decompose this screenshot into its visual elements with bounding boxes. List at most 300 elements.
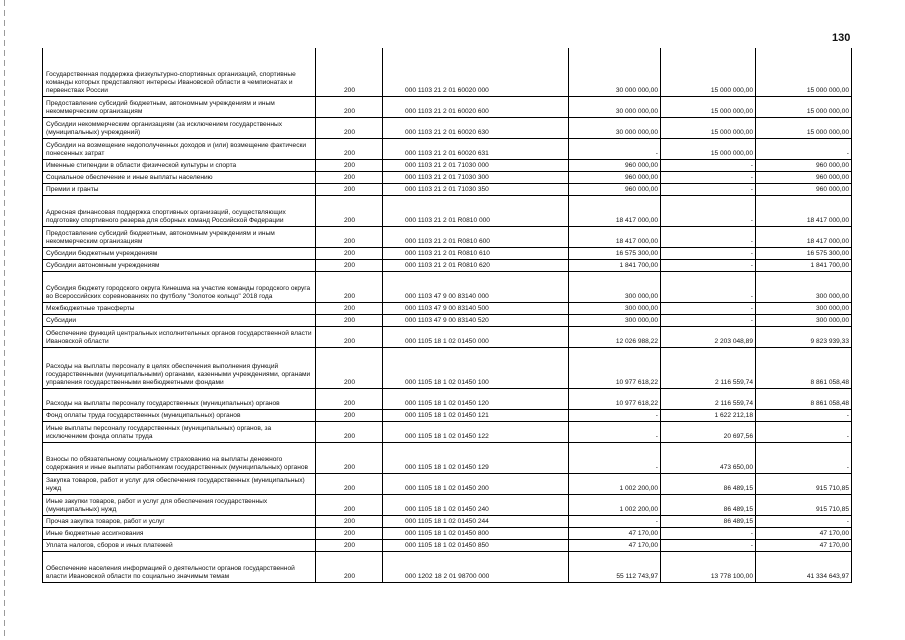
- row-unexecuted-amount: [756, 184, 852, 195]
- table-row: [42, 160, 852, 172]
- table-row: [42, 118, 852, 139]
- row-unexecuted-amount: [756, 422, 852, 442]
- row-line-code: [316, 97, 383, 117]
- row-line-code: [316, 227, 383, 247]
- row-description-text: Именные стипендии в области физической культуры и спорта: [46, 162, 237, 169]
- row-executed-amount: [661, 516, 756, 527]
- table-row: [42, 97, 852, 118]
- row-executed-amount: [661, 118, 756, 138]
- row-description-text: Субсидии: [46, 317, 77, 324]
- page-margin-line: [4, 0, 5, 640]
- row-unexecuted-amount-text: 915 710,85: [815, 506, 849, 513]
- row-description: [42, 443, 316, 473]
- row-line-code-text: 200: [343, 129, 355, 136]
- row-unexecuted-amount: [756, 139, 852, 159]
- row-budget-classification-code: [383, 48, 569, 96]
- row-line-code: [316, 540, 383, 551]
- row-description: [42, 160, 316, 171]
- row-unexecuted-amount-text: -: [846, 433, 849, 440]
- row-line-code: [316, 160, 383, 171]
- table-row: [42, 196, 852, 227]
- row-executed-amount-text: 1 622 212,18: [714, 412, 753, 419]
- row-description-text: Прочая закупка товаров, работ и услуг: [46, 518, 165, 525]
- row-line-code-text: 200: [343, 338, 355, 345]
- row-approved-amount-text: 300 000,00: [624, 293, 658, 300]
- row-line-code: [316, 118, 383, 138]
- row-description-text: Субсидии некоммерческим организациям (за исключением государственных (муниципальных) учреждений): [46, 121, 283, 136]
- row-line-code: [316, 248, 383, 259]
- row-budget-classification-code-text: 000 1103 47 9 00 83140 000: [405, 293, 489, 300]
- row-unexecuted-amount: [756, 495, 852, 515]
- row-line-code: [316, 315, 383, 326]
- row-executed-amount-text: 15 000 000,00: [710, 87, 753, 94]
- row-description-text: Премии и гранты: [46, 186, 99, 193]
- row-line-code-text: 200: [343, 573, 355, 580]
- row-budget-classification-code-text: 000 1105 18 1 02 01450 244: [405, 518, 489, 525]
- row-line-code: [316, 260, 383, 271]
- row-approved-amount-text: 300 000,00: [624, 305, 658, 312]
- row-executed-amount: [661, 389, 756, 409]
- row-executed-amount-text: 2 116 559,74: [714, 379, 753, 386]
- row-budget-classification-code: [383, 172, 569, 183]
- row-budget-classification-code: [383, 348, 569, 388]
- row-line-code: [316, 516, 383, 527]
- row-executed-amount: [661, 139, 756, 159]
- row-description-text: Уплата налогов, сборов и иных платежей: [46, 542, 173, 549]
- row-unexecuted-amount-text: 18 417 000,00: [806, 217, 849, 224]
- row-executed-amount: [661, 160, 756, 171]
- row-unexecuted-amount-text: 8 861 058,48: [810, 400, 849, 407]
- row-description-text: Субсидии бюджетным учреждениям: [46, 250, 158, 257]
- table-row: [42, 248, 852, 260]
- row-description-text: Иные бюджетные ассигнования: [46, 530, 144, 537]
- row-budget-classification-code-text: 000 1105 18 1 02 01450 000: [405, 338, 489, 345]
- row-budget-classification-code: [383, 260, 569, 271]
- row-unexecuted-amount-text: 1 841 700,00: [810, 262, 849, 269]
- table-row: [42, 348, 852, 389]
- row-unexecuted-amount: [756, 97, 852, 117]
- row-executed-amount: [661, 552, 756, 582]
- row-unexecuted-amount-text: 15 000 000,00: [806, 108, 849, 115]
- row-unexecuted-amount: [756, 540, 852, 551]
- row-unexecuted-amount-text: 15 000 000,00: [806, 87, 849, 94]
- row-line-code: [316, 303, 383, 314]
- row-approved-amount: [569, 160, 661, 171]
- row-line-code: [316, 172, 383, 183]
- row-unexecuted-amount: [756, 528, 852, 539]
- row-line-code: [316, 552, 383, 582]
- row-approved-amount-text: -: [655, 433, 658, 440]
- row-description: [42, 303, 316, 314]
- row-budget-classification-code-text: 000 1105 18 1 02 01450 120: [405, 400, 489, 407]
- row-approved-amount: [569, 303, 661, 314]
- row-description-text: Расходы на выплаты персоналу в целях обеспечения выполнения функций государственными (муниципальными) органами, казенными учреждениями, органами управления государственными внебюджетными фондами: [46, 363, 311, 386]
- row-unexecuted-amount-text: 960 000,00: [815, 186, 849, 193]
- row-approved-amount: [569, 139, 661, 159]
- row-approved-amount-text: 10 977 618,22: [615, 400, 658, 407]
- row-executed-amount: [661, 540, 756, 551]
- row-executed-amount: [661, 422, 756, 442]
- row-approved-amount-text: 55 112 743,97: [616, 573, 658, 580]
- row-budget-classification-code: [383, 443, 569, 473]
- row-executed-amount-text: -: [750, 186, 753, 193]
- row-line-code-text: 200: [343, 87, 355, 94]
- row-description: [42, 48, 316, 96]
- row-executed-amount: [661, 315, 756, 326]
- row-description-text: Субсидии на возмещение недополученных доходов и (или) возмещение фактически понесенных затрат: [46, 142, 307, 157]
- row-approved-amount: [569, 196, 661, 226]
- row-approved-amount-text: 960 000,00: [624, 186, 658, 193]
- row-executed-amount: [661, 474, 756, 494]
- row-description: [42, 410, 316, 421]
- row-line-code-text: 200: [343, 262, 355, 269]
- row-approved-amount-text: 10 977 618,22: [615, 379, 658, 386]
- row-unexecuted-amount: [756, 227, 852, 247]
- row-description-text: Государственная поддержка физкультурно-спортивных организаций, спортивные команды которых представляют интересы Ивановской области в чемпионатах и первенствах России: [46, 71, 296, 94]
- table-row: [42, 389, 852, 410]
- row-budget-classification-code: [383, 160, 569, 171]
- row-approved-amount: [569, 272, 661, 302]
- row-approved-amount: [569, 552, 661, 582]
- row-line-code-text: 200: [343, 485, 355, 492]
- row-approved-amount: [569, 348, 661, 388]
- row-line-code-text: 200: [343, 108, 355, 115]
- row-executed-amount-text: 86 489,15: [723, 506, 753, 513]
- row-line-code-text: 200: [343, 186, 355, 193]
- row-unexecuted-amount: [756, 48, 852, 96]
- row-approved-amount: [569, 97, 661, 117]
- row-executed-amount: [661, 410, 756, 421]
- table-row: [42, 422, 852, 443]
- row-approved-amount: [569, 516, 661, 527]
- row-approved-amount: [569, 260, 661, 271]
- row-unexecuted-amount: [756, 303, 852, 314]
- table-row: [42, 260, 852, 272]
- row-line-code: [316, 528, 383, 539]
- row-unexecuted-amount-text: -: [846, 412, 849, 419]
- row-approved-amount: [569, 184, 661, 195]
- row-budget-classification-code-text: 000 1105 18 1 02 01450 121: [405, 412, 489, 419]
- row-unexecuted-amount-text: 8 861 058,48: [810, 379, 849, 386]
- row-unexecuted-amount: [756, 348, 852, 388]
- row-executed-amount-text: 13 778 100,00: [710, 573, 753, 580]
- row-approved-amount: [569, 248, 661, 259]
- row-description: [42, 389, 316, 409]
- row-line-code-text: 200: [343, 506, 355, 513]
- row-description: [42, 495, 316, 515]
- row-budget-classification-code-text: 000 1103 21 2 01 71030 300: [405, 174, 489, 181]
- row-description: [42, 227, 316, 247]
- row-budget-classification-code-text: 000 1103 21 2 01 R0810 000: [405, 217, 490, 224]
- row-approved-amount: [569, 327, 661, 347]
- row-line-code-text: 200: [343, 305, 355, 312]
- row-budget-classification-code-text: 000 1105 18 1 02 01450 100: [405, 379, 489, 386]
- row-description: [42, 327, 316, 347]
- row-description-text: Обеспечение функций центральных исполнительных органов государственной власти Ивановской области: [46, 330, 312, 345]
- row-budget-classification-code: [383, 327, 569, 347]
- row-description: [42, 172, 316, 183]
- row-unexecuted-amount: [756, 315, 852, 326]
- row-unexecuted-amount-text: 47 170,00: [819, 530, 849, 537]
- table-row: [42, 48, 852, 97]
- row-executed-amount-text: -: [750, 217, 753, 224]
- row-budget-classification-code-text: 000 1103 47 9 00 83140 520: [405, 317, 489, 324]
- row-approved-amount-text: -: [655, 518, 658, 525]
- row-executed-amount: [661, 172, 756, 183]
- page-number: 130: [832, 32, 851, 44]
- row-approved-amount: [569, 315, 661, 326]
- row-unexecuted-amount-text: 16 575 300,00: [806, 250, 849, 257]
- table-row: [42, 184, 852, 196]
- row-approved-amount-text: 1 841 700,00: [619, 262, 658, 269]
- row-executed-amount: [661, 260, 756, 271]
- row-line-code-text: 200: [343, 250, 355, 257]
- row-budget-classification-code: [383, 227, 569, 247]
- row-budget-classification-code: [383, 422, 569, 442]
- table-row: [42, 410, 852, 422]
- row-unexecuted-amount: [756, 389, 852, 409]
- table-row: [42, 172, 852, 184]
- row-unexecuted-amount: [756, 196, 852, 226]
- row-unexecuted-amount-text: 960 000,00: [815, 174, 849, 181]
- row-description-text: Предоставление субсидий бюджетным, автономным учреждениям и иным некоммерческим организациям: [46, 100, 275, 115]
- table-row: [42, 495, 852, 516]
- row-executed-amount-text: 2 203 048,89: [714, 338, 753, 345]
- row-line-code: [316, 474, 383, 494]
- row-description-text: Иные выплаты персоналу государственных (муниципальных) органов, за исключением фонда оплаты труда: [46, 425, 272, 440]
- row-budget-classification-code-text: 000 1202 18 2 01 98700 000: [405, 573, 490, 580]
- table-row: [42, 315, 852, 327]
- row-budget-classification-code-text: 000 1103 21 2 01 R0810 620: [405, 262, 490, 269]
- row-budget-classification-code-text: 000 1103 21 2 01 71030 350: [405, 186, 489, 193]
- row-budget-classification-code: [383, 139, 569, 159]
- row-description-text: Обеспечение населения информацией о деятельности органов государственной власти Ивановской области по социально значимым темам: [46, 565, 295, 580]
- row-unexecuted-amount-text: -: [846, 464, 849, 471]
- row-executed-amount-text: 15 000 000,00: [710, 108, 753, 115]
- row-executed-amount: [661, 528, 756, 539]
- row-executed-amount-text: -: [750, 305, 753, 312]
- table-row: [42, 303, 852, 315]
- row-executed-amount-text: -: [750, 262, 753, 269]
- row-approved-amount: [569, 48, 661, 96]
- row-executed-amount: [661, 184, 756, 195]
- row-budget-classification-code: [383, 118, 569, 138]
- row-line-code-text: 200: [343, 433, 355, 440]
- row-unexecuted-amount-text: 47 170,00: [819, 542, 849, 549]
- row-line-code-text: 200: [343, 174, 355, 181]
- row-line-code: [316, 389, 383, 409]
- table-row: [42, 139, 852, 160]
- row-line-code: [316, 48, 383, 96]
- row-line-code-text: 200: [343, 412, 355, 419]
- row-budget-classification-code-text: 000 1105 18 1 02 01450 129: [405, 464, 489, 471]
- row-executed-amount-text: 86 489,15: [723, 485, 753, 492]
- table-row: [42, 540, 852, 552]
- row-executed-amount-text: 15 000 000,00: [710, 150, 753, 157]
- row-line-code-text: 200: [343, 162, 355, 169]
- row-line-code-text: 200: [343, 530, 355, 537]
- row-approved-amount-text: 300 000,00: [624, 317, 658, 324]
- row-line-code: [316, 410, 383, 421]
- budget-table: [42, 48, 852, 583]
- row-description: [42, 248, 316, 259]
- row-executed-amount: [661, 443, 756, 473]
- row-line-code: [316, 139, 383, 159]
- table-row: [42, 443, 852, 474]
- row-executed-amount-text: -: [750, 542, 753, 549]
- row-unexecuted-amount: [756, 172, 852, 183]
- row-approved-amount: [569, 443, 661, 473]
- row-approved-amount: [569, 540, 661, 551]
- row-budget-classification-code: [383, 410, 569, 421]
- row-description: [42, 196, 316, 226]
- row-budget-classification-code: [383, 315, 569, 326]
- row-line-code-text: 200: [343, 150, 355, 157]
- row-budget-classification-code: [383, 528, 569, 539]
- row-approved-amount-text: 30 000 000,00: [615, 108, 658, 115]
- row-approved-amount: [569, 410, 661, 421]
- row-budget-classification-code-text: 000 1103 47 9 00 83140 500: [405, 305, 489, 312]
- row-line-code-text: 200: [343, 542, 355, 549]
- row-executed-amount-text: 473 650,00: [719, 464, 753, 471]
- row-approved-amount-text: 47 170,00: [628, 530, 658, 537]
- row-budget-classification-code: [383, 540, 569, 551]
- row-executed-amount: [661, 327, 756, 347]
- row-budget-classification-code: [383, 552, 569, 582]
- row-executed-amount-text: -: [750, 162, 753, 169]
- row-line-code-text: 200: [343, 464, 355, 471]
- row-description-text: Закупка товаров, работ и услуг для обеспечения государственных (муниципальных) нужд: [46, 477, 305, 492]
- row-line-code-text: 200: [343, 317, 355, 324]
- row-unexecuted-amount: [756, 516, 852, 527]
- row-description: [42, 97, 316, 117]
- row-budget-classification-code: [383, 248, 569, 259]
- row-executed-amount-text: 15 000 000,00: [710, 129, 753, 136]
- row-executed-amount: [661, 248, 756, 259]
- row-description: [42, 516, 316, 527]
- row-budget-classification-code-text: 000 1103 21 2 01 R0810 600: [405, 238, 490, 245]
- row-line-code-text: 200: [343, 400, 355, 407]
- row-line-code-text: 200: [343, 238, 355, 245]
- row-unexecuted-amount: [756, 160, 852, 171]
- row-executed-amount-text: -: [750, 293, 753, 300]
- row-description: [42, 315, 316, 326]
- row-executed-amount-text: 20 697,56: [723, 433, 753, 440]
- table-row: [42, 272, 852, 303]
- row-description-text: Межбюджетные трансферты: [46, 305, 135, 312]
- row-budget-classification-code: [383, 389, 569, 409]
- table-row: [42, 474, 852, 495]
- row-description: [42, 348, 316, 388]
- row-executed-amount-text: 86 489,15: [723, 518, 753, 525]
- row-unexecuted-amount-text: -: [846, 518, 849, 525]
- row-unexecuted-amount-text: 915 710,85: [815, 485, 849, 492]
- row-unexecuted-amount-text: 300 000,00: [815, 293, 849, 300]
- row-unexecuted-amount: [756, 410, 852, 421]
- row-line-code: [316, 422, 383, 442]
- row-description-text: Взносы по обязательному социальному страхованию на выплаты денежного содержания и иные выплаты работникам государственных (муниципальных) органов: [46, 456, 309, 471]
- row-unexecuted-amount-text: 960 000,00: [815, 162, 849, 169]
- row-description: [42, 528, 316, 539]
- row-description-text: Субсидии автономным учреждениям: [46, 262, 160, 269]
- row-approved-amount: [569, 422, 661, 442]
- row-unexecuted-amount-text: 300 000,00: [815, 317, 849, 324]
- row-description-text: Иные закупки товаров, работ и услуг для обеспечения государственных (муниципальных) нужд: [46, 498, 268, 513]
- table-row: [42, 327, 852, 348]
- row-budget-classification-code-text: 000 1103 21 2 01 60020 600: [405, 108, 489, 115]
- row-description-text: Расходы на выплаты персоналу государственных (муниципальных) органов: [46, 400, 280, 407]
- row-approved-amount-text: 960 000,00: [624, 174, 658, 181]
- row-approved-amount: [569, 389, 661, 409]
- row-unexecuted-amount: [756, 552, 852, 582]
- row-budget-classification-code-text: 000 1105 18 1 02 01450 850: [405, 542, 489, 549]
- row-unexecuted-amount: [756, 118, 852, 138]
- row-unexecuted-amount: [756, 327, 852, 347]
- row-budget-classification-code-text: 000 1103 21 2 01 60020 000: [405, 87, 489, 94]
- row-approved-amount: [569, 227, 661, 247]
- row-executed-amount-text: 2 116 559,74: [714, 400, 753, 407]
- row-unexecuted-amount: [756, 443, 852, 473]
- row-budget-classification-code-text: 000 1103 21 2 01 71030 000: [405, 162, 489, 169]
- row-line-code-text: 200: [343, 379, 355, 386]
- row-approved-amount-text: 47 170,00: [628, 542, 658, 549]
- row-budget-classification-code: [383, 97, 569, 117]
- row-unexecuted-amount-text: 300 000,00: [815, 305, 849, 312]
- row-executed-amount: [661, 348, 756, 388]
- row-budget-classification-code: [383, 272, 569, 302]
- row-executed-amount: [661, 196, 756, 226]
- row-executed-amount: [661, 303, 756, 314]
- row-line-code: [316, 272, 383, 302]
- row-description: [42, 118, 316, 138]
- row-unexecuted-amount: [756, 474, 852, 494]
- row-unexecuted-amount: [756, 272, 852, 302]
- row-approved-amount-text: 30 000 000,00: [615, 87, 658, 94]
- row-executed-amount: [661, 495, 756, 515]
- row-approved-amount-text: -: [655, 464, 658, 471]
- row-unexecuted-amount: [756, 260, 852, 271]
- row-description: [42, 260, 316, 271]
- row-executed-amount-text: -: [750, 530, 753, 537]
- row-description-text: Фонд оплаты труда государственных (муниципальных) органов: [46, 412, 241, 419]
- row-approved-amount: [569, 172, 661, 183]
- row-unexecuted-amount-text: 41 334 643,97: [806, 573, 849, 580]
- row-budget-classification-code: [383, 184, 569, 195]
- table-row: [42, 528, 852, 540]
- row-description: [42, 184, 316, 195]
- row-executed-amount: [661, 48, 756, 96]
- row-budget-classification-code-text: 000 1105 18 1 02 01450 122: [405, 433, 489, 440]
- row-description-text: Социальное обеспечение и иные выплаты населению: [46, 174, 213, 181]
- row-line-code: [316, 495, 383, 515]
- row-budget-classification-code-text: 000 1105 18 1 02 01450 800: [405, 530, 489, 537]
- row-approved-amount-text: 960 000,00: [624, 162, 658, 169]
- row-executed-amount: [661, 227, 756, 247]
- row-budget-classification-code: [383, 516, 569, 527]
- row-approved-amount-text: 18 417 000,00: [615, 217, 658, 224]
- row-budget-classification-code: [383, 495, 569, 515]
- row-approved-amount-text: 12 026 988,22: [615, 338, 658, 345]
- row-line-code: [316, 184, 383, 195]
- row-budget-classification-code: [383, 474, 569, 494]
- row-budget-classification-code-text: 000 1103 21 2 01 R0810 610: [405, 250, 490, 257]
- row-approved-amount-text: -: [655, 150, 658, 157]
- row-executed-amount: [661, 97, 756, 117]
- row-unexecuted-amount-text: 9 823 939,33: [810, 338, 849, 345]
- row-budget-classification-code-text: 000 1103 21 2 01 60020 630: [405, 129, 489, 136]
- row-executed-amount-text: -: [750, 238, 753, 245]
- row-approved-amount-text: 18 417 000,00: [615, 238, 658, 245]
